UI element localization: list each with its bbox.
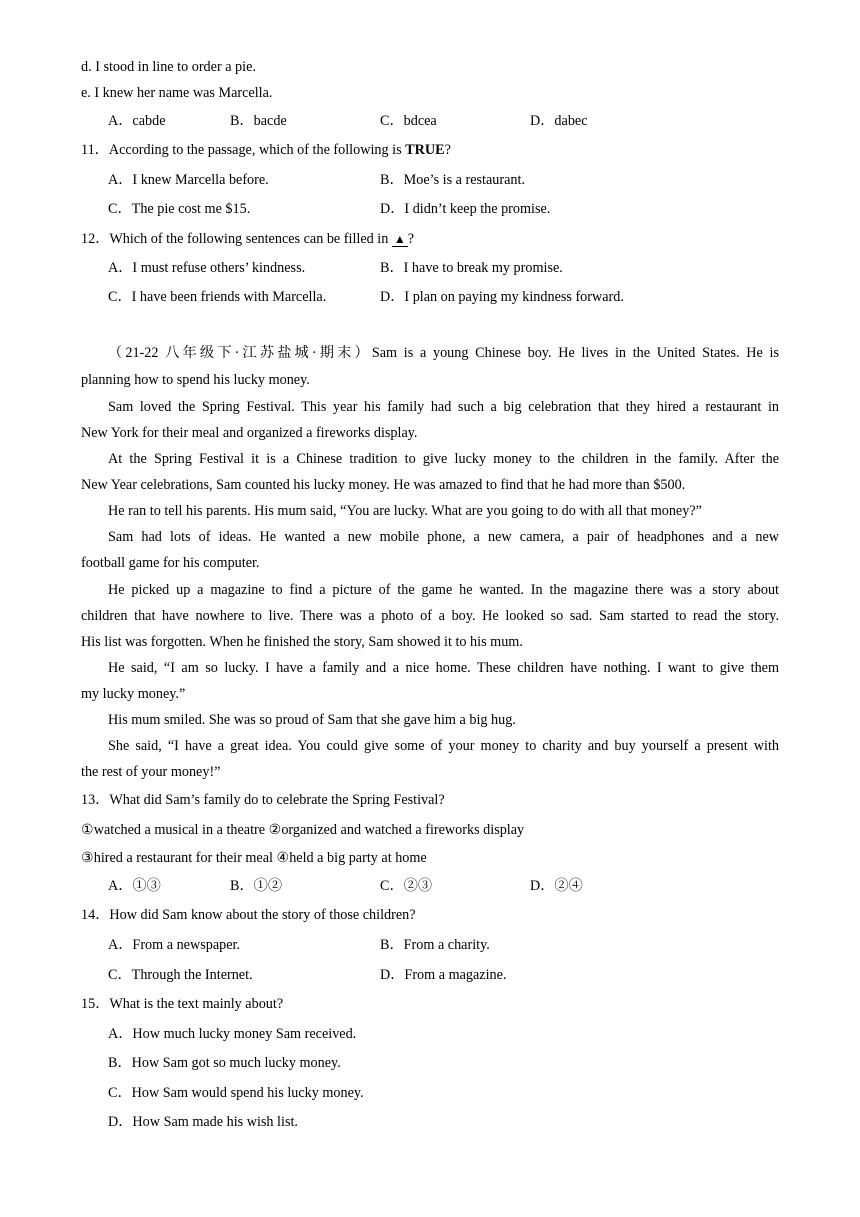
passage-paragraph-7-line-1: He said, “I am so lucky. I have a family and a nice home. These children have nothing. I want to give them xyxy=(108,660,779,676)
passage-paragraph-9-line-1: She said, “I have a great idea. You could give some of your money to charity and buy yourself a present with xyxy=(108,738,779,754)
question-10-sentence-d: d. I stood in line to order a pie. xyxy=(81,59,256,75)
question-13-items-line-2: ③hired a restaurant for their meal ④held a big party at home xyxy=(81,850,427,866)
q13-option-d: D．②④ xyxy=(530,878,583,894)
passage-paragraph-6-line-3: His list was forgotten. When he finished the story, Sam showed it to his mum. xyxy=(81,634,523,650)
question-14-stem: 14．How did Sam know about the story of those children? xyxy=(81,907,416,923)
q12-option-a: A．I must refuse others’ kindness. xyxy=(108,260,306,276)
passage-paragraph-6-line-2: children that have nowhere to live. There was a photo of a boy. He looked so sad. Sam started to read the story. xyxy=(81,608,779,624)
q11-option-a: A．I knew Marcella before. xyxy=(108,172,269,188)
q15-option-d: D．How Sam made his wish list. xyxy=(108,1114,298,1130)
q12-option-b: B．I have to break my promise. xyxy=(380,260,563,276)
q10-option-b: B．bacde xyxy=(230,113,287,129)
q14-option-b: B．From a charity. xyxy=(380,937,490,953)
passage-paragraph-1-line-1: （21-22 八年级下·江苏盐城·期末）Sam is a young Chinese boy. He lives in the United States. He is xyxy=(108,345,779,361)
q11-option-d: D．I didn’t keep the promise. xyxy=(380,201,551,217)
q15-option-a: A．How much lucky money Sam received. xyxy=(108,1026,357,1042)
q14-option-a: A．From a newspaper. xyxy=(108,937,240,953)
q15-option-c: C．How Sam would spend his lucky money. xyxy=(108,1085,364,1101)
q14-option-c: C．Through the Internet. xyxy=(108,967,253,983)
q12-option-c: C．I have been friends with Marcella. xyxy=(108,289,327,305)
question-13-stem: 13．What did Sam’s family do to celebrate the Spring Festival? xyxy=(81,792,445,808)
passage-paragraph-2-line-1: Sam loved the Spring Festival. This year his family had such a big celebration that they hired a restaurant in xyxy=(108,399,779,415)
q15-option-b: B．How Sam got so much lucky money. xyxy=(108,1055,341,1071)
passage-paragraph-3-line-1: At the Spring Festival it is a Chinese tradition to give lucky money to the children in the family. After the xyxy=(108,451,779,467)
passage-paragraph-6-line-1: He picked up a magazine to find a picture of the game he wanted. In the magazine there was a story about xyxy=(108,582,779,598)
passage-paragraph-5-line-2: football game for his computer. xyxy=(81,555,260,571)
true-emphasis: TRUE xyxy=(405,142,445,158)
passage-paragraph-4: He ran to tell his parents. His mum said, “You are lucky. What are you going to do with all that money?” xyxy=(108,503,702,519)
q13-option-b: B．①② xyxy=(230,878,283,894)
passage-paragraph-8: His mum smiled. She was so proud of Sam that she gave him a big hug. xyxy=(108,712,516,728)
passage-paragraph-3-line-2: New Year celebrations, Sam counted his lucky money. He was amazed to find that he had more than $500. xyxy=(81,477,686,493)
question-12-stem: 12．Which of the following sentences can be filled in ▲ ? xyxy=(81,231,415,247)
passage-paragraph-5-line-1: Sam had lots of ideas. He wanted a new mobile phone, a new camera, a pair of headphones and a new xyxy=(108,529,779,545)
passage-paragraph-9-line-2: the rest of your money!” xyxy=(81,764,221,780)
q10-option-a: A．cabde xyxy=(108,113,166,129)
q13-option-c: C．②③ xyxy=(380,878,433,894)
question-13-items-line-1: ①watched a musical in a theatre ②organized and watched a fireworks display xyxy=(81,822,525,838)
question-11-stem: 11．According to the passage, which of the following is TRUE? xyxy=(81,142,451,158)
q13-option-a: A．①③ xyxy=(108,878,161,894)
q10-option-c: C．bdcea xyxy=(380,113,437,129)
blank-marker: ▲ xyxy=(393,232,406,246)
question-15-stem: 15．What is the text mainly about? xyxy=(81,996,284,1012)
passage-paragraph-2-line-2: New York for their meal and organized a fireworks display. xyxy=(81,425,418,441)
q14-option-d: D．From a magazine. xyxy=(380,967,507,983)
passage-paragraph-1-line-2: planning how to spend his lucky money. xyxy=(81,372,310,388)
q12-option-d: D．I plan on paying my kindness forward. xyxy=(380,289,624,305)
q10-option-d: D．dabec xyxy=(530,113,588,129)
passage-paragraph-7-line-2: my lucky money.” xyxy=(81,686,186,702)
question-10-sentence-e: e. I knew her name was Marcella. xyxy=(81,85,273,101)
q11-option-b: B．Moe’s is a restaurant. xyxy=(380,172,525,188)
q11-option-c: C．The pie cost me $15. xyxy=(108,201,251,217)
